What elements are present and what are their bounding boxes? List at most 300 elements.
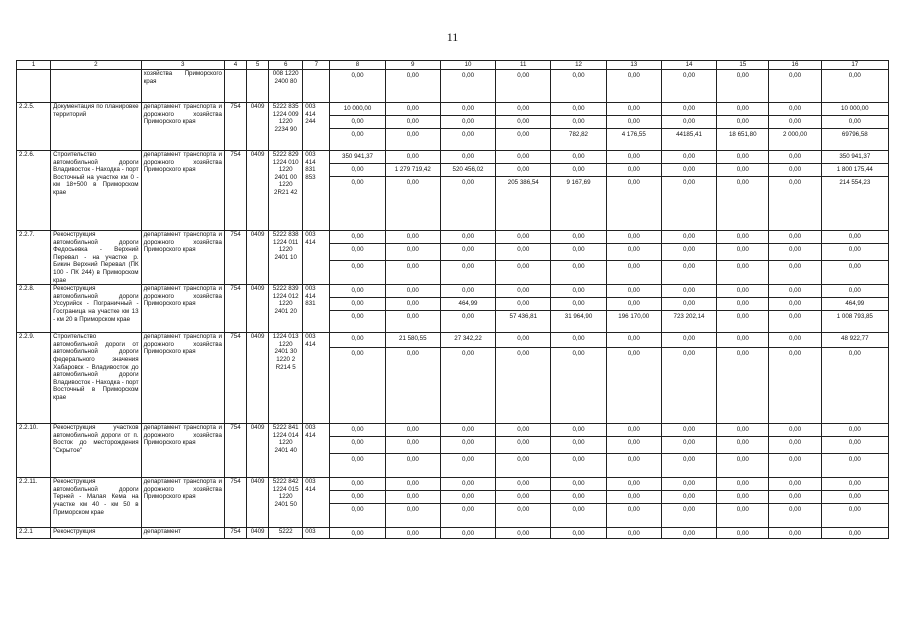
value-col-11: 0,00	[496, 298, 551, 311]
value-col-17: 0,00	[821, 504, 888, 528]
object-name: Реконструкция автомобильной дороги Терней - Малая Кема на участке км 40 - км 50 в Приморском крае	[51, 478, 141, 528]
value-col-17: 0,00	[821, 348, 888, 424]
column-number-3: 3	[141, 61, 224, 70]
column-number-2: 2	[51, 61, 141, 70]
value-col-13: 0,00	[606, 231, 661, 244]
value-col-15: 0,00	[717, 244, 769, 261]
value-col-11: 0,00	[496, 164, 551, 177]
value-col-11: 0,00	[496, 437, 551, 454]
row-id: 2.2.5.	[17, 103, 51, 151]
value-col-13: 0,00	[606, 491, 661, 504]
value-col-9: 0,00	[385, 298, 440, 311]
value-col-9: 0,00	[385, 424, 440, 437]
value-col-8: 0,00	[330, 231, 385, 244]
value-col-10: 0,00	[440, 285, 495, 298]
value-col-9: 0,00	[385, 231, 440, 244]
code-col-6: 5222	[269, 528, 303, 539]
value-col-13: 0,00	[606, 103, 661, 116]
value-col-14: 0,00	[661, 437, 716, 454]
value-col-15: 0,00	[717, 504, 769, 528]
table-body	[17, 61, 889, 539]
value-col-16: 0,00	[769, 285, 821, 298]
column-number-15: 15	[717, 61, 769, 70]
value-col-10: 0,00	[440, 177, 495, 231]
value-col-16: 0,00	[769, 311, 821, 333]
row-id	[17, 70, 51, 103]
column-number-1: 1	[17, 61, 51, 70]
value-col-17: 0,00	[821, 70, 888, 103]
value-col-17: 69796,58	[821, 129, 888, 151]
header-row	[17, 61, 889, 70]
value-col-14: 723 202,14	[661, 311, 716, 333]
value-col-17: 0,00	[821, 244, 888, 261]
value-col-13: 0,00	[606, 285, 661, 298]
value-col-12: 0,00	[551, 528, 606, 539]
row-id: 2.2.1	[17, 528, 51, 539]
object-name: Реконструкция участков автомобильной дороги от п. Восток до месторождения "Скрытое"	[51, 424, 141, 478]
value-col-17: 0,00	[821, 231, 888, 244]
column-number-5: 5	[247, 61, 269, 70]
table-row	[17, 424, 889, 437]
value-col-12: 0,00	[551, 454, 606, 478]
value-col-10: 0,00	[440, 504, 495, 528]
value-col-15: 0,00	[717, 348, 769, 424]
value-col-15: 0,00	[717, 491, 769, 504]
code-col-7: 003 414 831 853	[303, 151, 330, 231]
value-col-17: 0,00	[821, 491, 888, 504]
value-col-8: 0,00	[330, 129, 385, 151]
value-col-15: 0,00	[717, 231, 769, 244]
value-col-15: 0,00	[717, 454, 769, 478]
column-number-14: 14	[661, 61, 716, 70]
table-row	[17, 285, 889, 298]
value-col-9: 0,00	[385, 244, 440, 261]
value-col-13: 0,00	[606, 298, 661, 311]
value-col-12: 0,00	[551, 348, 606, 424]
agency-name: департамент транспорта и дорожного хозяйства Приморского края	[141, 231, 224, 285]
value-col-15: 0,00	[717, 70, 769, 103]
value-col-12: 0,00	[551, 244, 606, 261]
value-col-17: 10 000,00	[821, 103, 888, 116]
table-row	[17, 151, 889, 164]
value-col-11: 0,00	[496, 244, 551, 261]
value-col-17: 48 922,77	[821, 333, 888, 348]
value-col-17: 0,00	[821, 454, 888, 478]
code-col-6: 5222 835 1224 009 1220 2234 90	[269, 103, 303, 151]
value-col-11: 0,00	[496, 285, 551, 298]
value-col-13: 196 170,00	[606, 311, 661, 333]
agency-name: департамент транспорта и дорожного хозяйства Приморского края	[141, 424, 224, 478]
value-col-17: 0,00	[821, 437, 888, 454]
object-name: Реконструкция автомобильной дороги Уссурийск - Пограничный - Госграница на участке км 13 - км 20 в Приморском крае	[51, 285, 141, 333]
value-col-9: 0,00	[385, 70, 440, 103]
code-col-6: 008 1220 2400 80	[269, 70, 303, 103]
value-col-9: 0,00	[385, 478, 440, 491]
value-col-11: 0,00	[496, 478, 551, 491]
value-col-14: 0,00	[661, 424, 716, 437]
value-col-15: 0,00	[717, 177, 769, 231]
value-col-15: 18 651,80	[717, 129, 769, 151]
value-col-12: 0,00	[551, 437, 606, 454]
value-col-13: 0,00	[606, 164, 661, 177]
value-col-11: 0,00	[496, 333, 551, 348]
value-col-10: 0,00	[440, 528, 495, 539]
value-col-11: 0,00	[496, 454, 551, 478]
column-number-12: 12	[551, 61, 606, 70]
value-col-14: 0,00	[661, 103, 716, 116]
value-col-10: 0,00	[440, 311, 495, 333]
value-col-9: 0,00	[385, 151, 440, 164]
value-col-11: 0,00	[496, 424, 551, 437]
code-col-4: 754	[224, 528, 246, 539]
value-col-14: 0,00	[661, 491, 716, 504]
value-col-12: 0,00	[551, 491, 606, 504]
value-col-14: 44185,41	[661, 129, 716, 151]
value-col-16: 0,00	[769, 491, 821, 504]
value-col-11: 57 436,81	[496, 311, 551, 333]
value-col-16: 0,00	[769, 116, 821, 129]
value-col-17: 0,00	[821, 424, 888, 437]
code-col-5: 0409	[247, 333, 269, 424]
agency-name: департамент	[141, 528, 224, 539]
value-col-8: 0,00	[330, 164, 385, 177]
value-col-9: 0,00	[385, 177, 440, 231]
value-col-8: 0,00	[330, 177, 385, 231]
value-col-17: 0,00	[821, 528, 888, 539]
budget-table	[16, 60, 889, 539]
value-col-16: 0,00	[769, 231, 821, 244]
value-col-8: 0,00	[330, 478, 385, 491]
agency-name: хозяйства Приморского края	[141, 70, 224, 103]
value-col-9: 0,00	[385, 261, 440, 285]
value-col-9: 0,00	[385, 491, 440, 504]
value-col-8: 0,00	[330, 528, 385, 539]
value-col-8: 0,00	[330, 348, 385, 424]
value-col-11: 0,00	[496, 261, 551, 285]
value-col-11: 0,00	[496, 491, 551, 504]
value-col-12: 0,00	[551, 333, 606, 348]
value-col-15: 0,00	[717, 151, 769, 164]
value-col-10: 0,00	[440, 151, 495, 164]
table-row	[17, 103, 889, 116]
value-col-14: 0,00	[661, 244, 716, 261]
table-row	[17, 231, 889, 244]
value-col-10: 0,00	[440, 424, 495, 437]
value-col-17: 0,00	[821, 261, 888, 285]
value-col-8: 0,00	[330, 333, 385, 348]
value-col-11: 0,00	[496, 129, 551, 151]
value-col-8: 0,00	[330, 491, 385, 504]
value-col-14: 0,00	[661, 116, 716, 129]
value-col-14: 0,00	[661, 454, 716, 478]
value-col-12: 0,00	[551, 164, 606, 177]
value-col-9: 0,00	[385, 129, 440, 151]
value-col-15: 0,00	[717, 528, 769, 539]
value-col-10: 0,00	[440, 103, 495, 116]
code-col-5: 0409	[247, 424, 269, 478]
value-col-14: 0,00	[661, 478, 716, 491]
value-col-10: 520 456,02	[440, 164, 495, 177]
value-col-10: 0,00	[440, 478, 495, 491]
value-col-8: 0,00	[330, 311, 385, 333]
value-col-13: 0,00	[606, 151, 661, 164]
value-col-14: 0,00	[661, 504, 716, 528]
value-col-9: 0,00	[385, 311, 440, 333]
value-col-14: 0,00	[661, 151, 716, 164]
value-col-16: 0,00	[769, 298, 821, 311]
value-col-12: 0,00	[551, 285, 606, 298]
value-col-16: 0,00	[769, 103, 821, 116]
value-col-16: 0,00	[769, 70, 821, 103]
code-col-4: 754	[224, 424, 246, 478]
value-col-14: 0,00	[661, 164, 716, 177]
value-col-17: 1 800 175,44	[821, 164, 888, 177]
value-col-13: 0,00	[606, 504, 661, 528]
value-col-13: 0,00	[606, 528, 661, 539]
value-col-14: 0,00	[661, 298, 716, 311]
value-col-12: 0,00	[551, 103, 606, 116]
value-col-13: 0,00	[606, 116, 661, 129]
value-col-16: 0,00	[769, 261, 821, 285]
value-col-13: 0,00	[606, 348, 661, 424]
value-col-14: 0,00	[661, 528, 716, 539]
value-col-16: 0,00	[769, 177, 821, 231]
agency-name: департамент транспорта и дорожного хозяйства Приморского края	[141, 151, 224, 231]
code-col-4: 754	[224, 151, 246, 231]
value-col-9: 0,00	[385, 103, 440, 116]
value-col-8: 0,00	[330, 424, 385, 437]
code-col-5: 0409	[247, 478, 269, 528]
value-col-13: 0,00	[606, 437, 661, 454]
code-col-7: 003 414 831	[303, 285, 330, 333]
value-col-11: 0,00	[496, 103, 551, 116]
object-name: Реконструкция автомобильной дороги Федосьевка - Верхний Перевал - на участке р. Бикин Верхний Перевал (ПК 100 - ПК 244) в Приморском крае	[51, 231, 141, 285]
value-col-12: 0,00	[551, 70, 606, 103]
value-col-14: 0,00	[661, 285, 716, 298]
column-number-17: 17	[821, 61, 888, 70]
value-col-17: 0,00	[821, 116, 888, 129]
value-col-9: 0,00	[385, 437, 440, 454]
agency-name: департамент транспорта и дорожного хозяйства Приморского края	[141, 478, 224, 528]
value-col-15: 0,00	[717, 164, 769, 177]
object-name: Реконструкция	[51, 528, 141, 539]
value-col-10: 0,00	[440, 116, 495, 129]
value-col-14: 0,00	[661, 70, 716, 103]
value-col-8: 0,00	[330, 244, 385, 261]
column-number-16: 16	[769, 61, 821, 70]
column-number-9: 9	[385, 61, 440, 70]
value-col-8: 10 000,00	[330, 103, 385, 116]
value-col-17: 350 941,37	[821, 151, 888, 164]
value-col-15: 0,00	[717, 478, 769, 491]
value-col-17: 0,00	[821, 478, 888, 491]
value-col-16: 0,00	[769, 164, 821, 177]
value-col-9: 21 580,55	[385, 333, 440, 348]
value-col-10: 27 342,22	[440, 333, 495, 348]
value-col-9: 0,00	[385, 528, 440, 539]
value-col-16: 0,00	[769, 333, 821, 348]
code-col-6: 5222 842 1224 015 1220 2401 50	[269, 478, 303, 528]
code-col-6: 1224 013 1220 2401 30 1220 2 R214 5	[269, 333, 303, 424]
value-col-8: 0,00	[330, 504, 385, 528]
value-col-13: 0,00	[606, 244, 661, 261]
value-col-9: 0,00	[385, 504, 440, 528]
value-col-16: 0,00	[769, 478, 821, 491]
value-col-9: 0,00	[385, 454, 440, 478]
value-col-8: 0,00	[330, 70, 385, 103]
object-name: Строительство автомобильной дороги Владивосток - Находка - порт Восточный на участке км 0 - км 18+500 в Приморском крае	[51, 151, 141, 231]
code-col-6: 5222 829 1224 010 1220 2401 00 1220 2R21 42	[269, 151, 303, 231]
value-col-15: 0,00	[717, 103, 769, 116]
row-id: 2.2.9.	[17, 333, 51, 424]
value-col-14: 0,00	[661, 231, 716, 244]
code-col-7: 003 414 244	[303, 103, 330, 151]
value-col-11: 0,00	[496, 528, 551, 539]
table-row	[17, 478, 889, 491]
code-col-5	[247, 70, 269, 103]
code-col-4	[224, 70, 246, 103]
value-col-11: 0,00	[496, 231, 551, 244]
value-col-14: 0,00	[661, 261, 716, 285]
value-col-11: 0,00	[496, 70, 551, 103]
value-col-13: 0,00	[606, 177, 661, 231]
value-col-9: 0,00	[385, 285, 440, 298]
value-col-12: 0,00	[551, 478, 606, 491]
value-col-15: 0,00	[717, 261, 769, 285]
code-col-4: 754	[224, 478, 246, 528]
code-col-4: 754	[224, 103, 246, 151]
code-col-4: 754	[224, 231, 246, 285]
value-col-13: 0,00	[606, 261, 661, 285]
agency-name: департамент транспорта и дорожного хозяйства Приморского края	[141, 285, 224, 333]
value-col-10: 0,00	[440, 261, 495, 285]
value-col-11: 0,00	[496, 151, 551, 164]
code-col-6: 5222 839 1224 012 1220 2401 20	[269, 285, 303, 333]
agency-name: департамент транспорта и дорожного хозяйства Приморского края	[141, 103, 224, 151]
value-col-12: 0,00	[551, 298, 606, 311]
value-col-9: 0,00	[385, 348, 440, 424]
row-id: 2.2.8.	[17, 285, 51, 333]
value-col-10: 0,00	[440, 348, 495, 424]
value-col-13: 0,00	[606, 424, 661, 437]
code-col-4: 754	[224, 333, 246, 424]
value-col-11: 0,00	[496, 116, 551, 129]
value-col-12: 0,00	[551, 504, 606, 528]
column-number-4: 4	[224, 61, 246, 70]
value-col-15: 0,00	[717, 285, 769, 298]
value-col-12: 31 964,90	[551, 311, 606, 333]
value-col-16: 0,00	[769, 454, 821, 478]
value-col-16: 0,00	[769, 504, 821, 528]
column-number-8: 8	[330, 61, 385, 70]
value-col-8: 0,00	[330, 298, 385, 311]
code-col-5: 0409	[247, 528, 269, 539]
code-col-7: 003 414	[303, 231, 330, 285]
value-col-14: 0,00	[661, 177, 716, 231]
value-col-15: 0,00	[717, 437, 769, 454]
object-name: Документация по планировке территорий	[51, 103, 141, 151]
value-col-15: 0,00	[717, 311, 769, 333]
value-col-13: 4 176,55	[606, 129, 661, 151]
value-col-17: 464,99	[821, 298, 888, 311]
value-col-8: 0,00	[330, 437, 385, 454]
value-col-11: 0,00	[496, 504, 551, 528]
column-number-7: 7	[303, 61, 330, 70]
value-col-13: 0,00	[606, 454, 661, 478]
object-name	[51, 70, 141, 103]
value-col-15: 0,00	[717, 424, 769, 437]
value-col-10: 0,00	[440, 70, 495, 103]
value-col-9: 0,00	[385, 116, 440, 129]
page-number: 11	[446, 30, 459, 44]
value-col-8: 0,00	[330, 261, 385, 285]
code-col-7: 003 414	[303, 424, 330, 478]
value-col-9: 1 279 719,42	[385, 164, 440, 177]
value-col-12: 782,82	[551, 129, 606, 151]
value-col-10: 464,99	[440, 298, 495, 311]
value-col-16: 0,00	[769, 528, 821, 539]
value-col-10: 0,00	[440, 129, 495, 151]
value-col-16: 2 000,00	[769, 129, 821, 151]
value-col-16: 0,00	[769, 244, 821, 261]
value-col-12: 0,00	[551, 116, 606, 129]
value-col-8: 0,00	[330, 285, 385, 298]
value-col-17: 1 008 793,85	[821, 311, 888, 333]
column-number-11: 11	[496, 61, 551, 70]
value-col-12: 0,00	[551, 424, 606, 437]
value-col-16: 0,00	[769, 151, 821, 164]
column-number-6: 6	[269, 61, 303, 70]
value-col-14: 0,00	[661, 333, 716, 348]
value-col-10: 0,00	[440, 244, 495, 261]
value-col-15: 0,00	[717, 298, 769, 311]
value-col-11: 205 386,54	[496, 177, 551, 231]
value-col-15: 0,00	[717, 333, 769, 348]
row-id: 2.2.6.	[17, 151, 51, 231]
value-col-8: 350 941,37	[330, 151, 385, 164]
value-col-10: 0,00	[440, 231, 495, 244]
value-col-16: 0,00	[769, 424, 821, 437]
value-col-16: 0,00	[769, 348, 821, 424]
value-col-8: 0,00	[330, 454, 385, 478]
code-col-4: 754	[224, 285, 246, 333]
value-col-13: 0,00	[606, 478, 661, 491]
code-col-7: 003	[303, 528, 330, 539]
value-col-14: 0,00	[661, 348, 716, 424]
column-number-13: 13	[606, 61, 661, 70]
code-col-5: 0409	[247, 103, 269, 151]
code-col-5: 0409	[247, 231, 269, 285]
object-name: Строительство автомобильной дороги от автомобильной дороги федерального значения Хабаровск - Владивосток до автомобильной дороги Владивосток - Находка - порт Восточный в Приморском крае	[51, 333, 141, 424]
value-col-12: 0,00	[551, 151, 606, 164]
table-row	[17, 333, 889, 348]
column-number-10: 10	[440, 61, 495, 70]
row-id: 2.2.10.	[17, 424, 51, 478]
code-col-5: 0409	[247, 285, 269, 333]
value-col-12: 0,00	[551, 261, 606, 285]
value-col-15: 0,00	[717, 116, 769, 129]
value-col-17: 214 554,23	[821, 177, 888, 231]
agency-name: департамент транспорта и дорожного хозяйства Приморского края	[141, 333, 224, 424]
value-col-16: 0,00	[769, 437, 821, 454]
value-col-12: 9 167,69	[551, 177, 606, 231]
code-col-5: 0409	[247, 151, 269, 231]
code-col-7: 003 414	[303, 333, 330, 424]
table-row	[17, 528, 889, 539]
value-col-13: 0,00	[606, 70, 661, 103]
value-col-13: 0,00	[606, 333, 661, 348]
row-id: 2.2.7.	[17, 231, 51, 285]
